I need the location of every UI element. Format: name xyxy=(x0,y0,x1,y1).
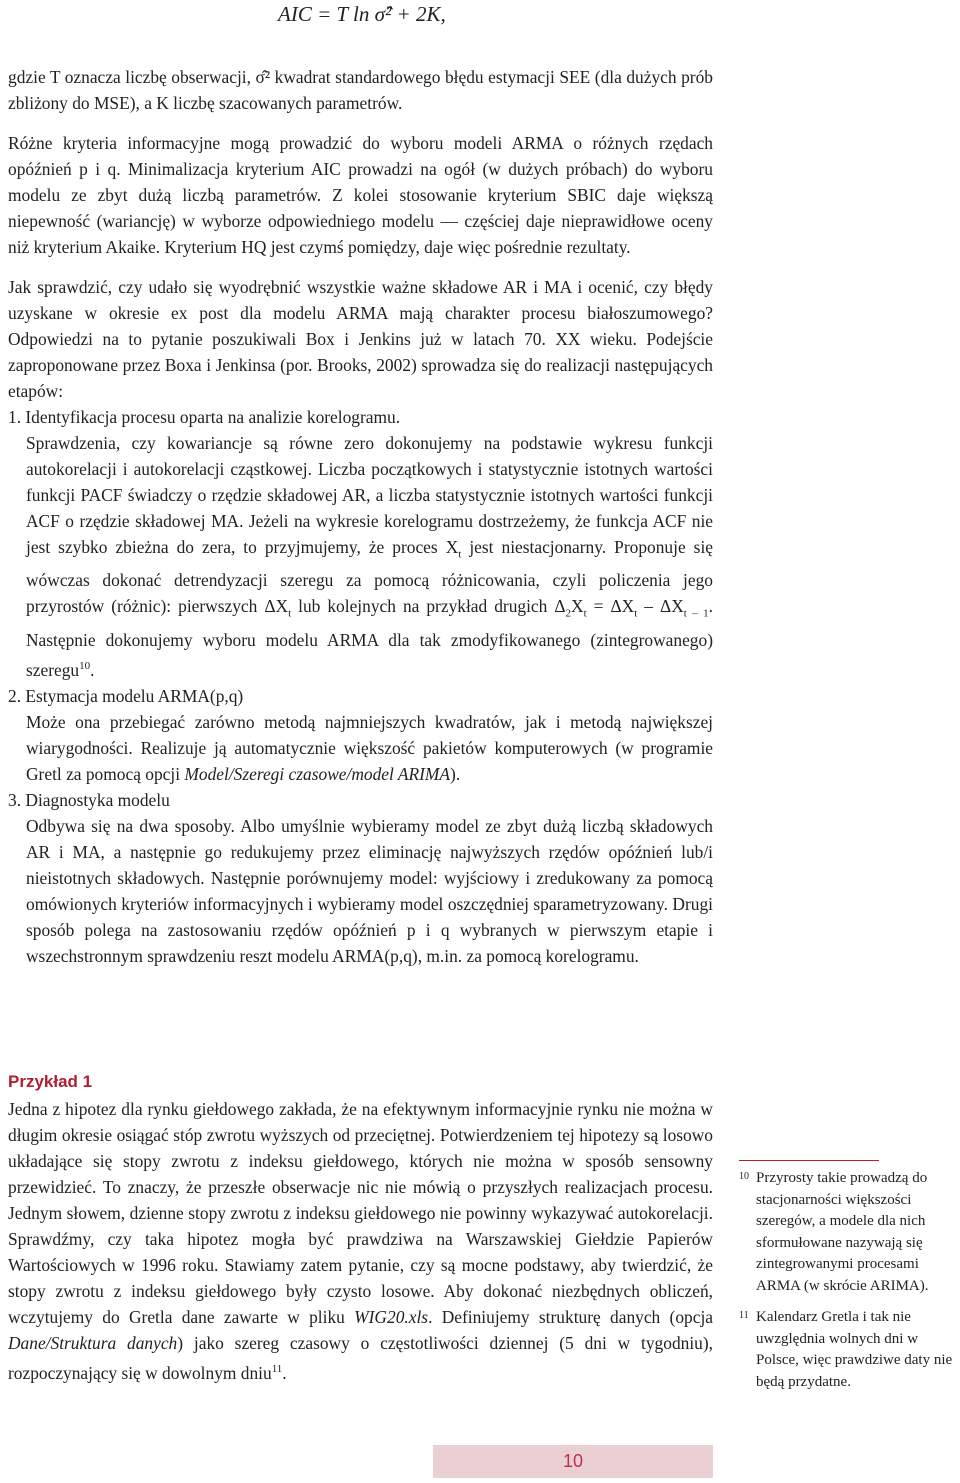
data-menu-path: Dane/Struktura danych xyxy=(8,1333,178,1353)
step2-title: 2. Estymacja modelu ARMA(p,q) xyxy=(8,685,244,706)
example-title: Przykład 1 xyxy=(8,1072,93,1091)
step1-title: 1. Identyfikacja procesu oparta na analizie korelogramu. xyxy=(8,407,401,427)
paragraph-box-jenkins: Jak sprawdzić, czy udało się wyodrębnić wszystkie ważne składowe AR i MA i ocenić, czy błędy uzyskane w okresie ex post dla modelu ARMA mają charakter procesu białoszumowego? Odpowiedzi na to pytanie poszukiwali Box i Jenkins już w latach 70. XX wieku. Podejście zaproponowane przez Boxa i Jenkinsa (por. Brooks, 2002) sprowadza się do realizacji następujących etapów: xyxy=(8,277,713,401)
footnote-ref-11[interactable]: 11 xyxy=(271,1363,283,1375)
footnote-rule xyxy=(739,1160,879,1161)
step2-body: Może ona przebiegać zarówno metodą najmniejszych kwadratów, jak i metodą największej wiarygodności. Realizuje ją automatycznie większość pakietów komputerowych (w programie Gretl za pomocą opcji Model/Szeregi czasowe/model ARIMA). xyxy=(26,711,713,784)
footnotes xyxy=(739,1168,960,1403)
paragraph-criteria: Różne kryteria informacyjne mogą prowadzić do wyboru modeli ARMA o różnych rzędach opóźnień p i q. Minimalizacja kryterium AIC prowadzi na ogół (w dużych próbach) do wyboru modelu ze zbyt dużą liczbą parametrów. Z kolei stosowanie kryterium SBIC daje większą niepewność (wariancję) w wyborze odpowiedniego modelu — częściej daje nieprawidłowe oceny niż kryterium Akaike. Kryterium HQ jest czymś pomiędzy, daje więc pośrednie rezultaty. xyxy=(8,133,713,257)
footnote-10: 10 Przyrosty takie prowadzą do stacjonarności większości szeregów, a modele dla nich sformułowane nazywają się zintegrowanymi procesami ARMA (w skrócie ARIMA). xyxy=(739,1170,929,1294)
footnote-ref-10[interactable]: 10 xyxy=(79,659,91,672)
step3-body: Odbywa się na dwa sposoby. Albo umyślnie wybieramy model ze zbyt dużą liczbą składowych AR i MA, a następnie go redukujemy przez eliminację najwyższych rzędów opóźnień lub/i nieistotnych składowych. Następnie porównujemy model: wyjściowy i zredukowany za pomocą omówionych kryteriów informacyjnych i wybieramy model oszczędniej sparametryzowany. Drugi sposób polega na zastosowaniu rzędów opóźnień p i q wybranych w pierwszym etapie i wszechstronnym sprawdzeniu reszt modelu ARMA(p,q), m.in. za pomocą korelogramu. xyxy=(26,815,713,966)
example-body: Jedna z hipotez dla rynku giełdowego zakłada, że na efektywnym informacyjnie rynku nie można w długim okresie osiągać stóp zwrotu wyższych od przeciętnej. Potwierdzeniem tej hipotezy są losowo układające się stopy zwrotu z indeksu giełdowego, których nie można w sposób sensowny przewidzieć. To znaczy, że przeszłe obserwacje nic nie mówią o przyszłych realizacjach procesu. Jednym słowem, dzienne stopy zwrotu z indeksu giełdowego nie powinny wykazywać autokorelacji. Sprawdźmy, czy taka hipotez mogła być prawdziwa na Warszawskiej Giełdzie Papierów Wartościowych w 1996 roku. Stawiamy zatem pytanie, czy są mocne podstawy, aby twierdzić, że stopy zwrotu z indeksu giełdowego były czysto losowe. Aby dokonać niezbędnych obliczeń, wczytujemy do Gretla dane zawarte w pliku WIG20.xls. Definiujemy strukturę danych (opcja Dane/Struktura danych) jako szereg czasowy o częstotliwości dziennej (5 dni w tygodniu), rozpoczynający się w dowolnym dniu$^{11}$. xyxy=(8,1099,714,1383)
page-number: 10 xyxy=(433,1445,713,1478)
step3-title: 3. Diagnostyka modelu xyxy=(8,789,170,810)
file-name: WIG20.xls xyxy=(354,1307,429,1327)
gretl-menu-path: Model/Szeregi czasowe/model ARIMA xyxy=(184,763,451,784)
step1-body: Sprawdzenia, czy kowariancje są równe zero dokonujemy na podstawie wykresu funkcji autokorelacji i autokorelacji cząstkowej. Liczba początkowych i statystycznie istotnych wartości funkcji PACF świadczy o rzędzie składowej AR, a liczba statystycznie istotnych wartości funkcji ACF o rzędzie składowej MA. Jeżeli na wykresie korelogramu dostrzeżemy, że funkcja ACF nie jest szybko zbieżna do zera, to przyjmujemy, że proces $X_t$ jest niestacjonarny. Proponuje się wówczas dokonać detrendyzacji szeregu za pomocą różnicowania, czyli policzenia jego przyrostów (różnic): pierwszych $\Delta X_t$ lub kolejnych na przykład drugich $\Delta_2X_t = \Delta X_t - \Delta X_{t - 1}$. Następnie dokonujemy wyboru modelu ARMA dla tak zmodyfikowanego (zintegrowanego) szeregu$^{10}$. xyxy=(26,433,713,680)
paragraph-definition: gdzie T oznacza liczbę obserwacji, σ̂² kwadrat standardowego błędu estymacji SEE (dla dużych prób zbliżony do MSE), a K liczbę szacowanych parametrów. xyxy=(8,67,713,113)
aic-formula: AIC = T ln σ̂² + 2K, xyxy=(278,2,446,26)
main-text xyxy=(8,64,713,969)
footnote-11: 11 Kalendarz Gretla i tak nie uwzględnia wolnych dni w Polsce, więc prawdziwe daty nie będą przydatne. xyxy=(739,1309,953,1390)
